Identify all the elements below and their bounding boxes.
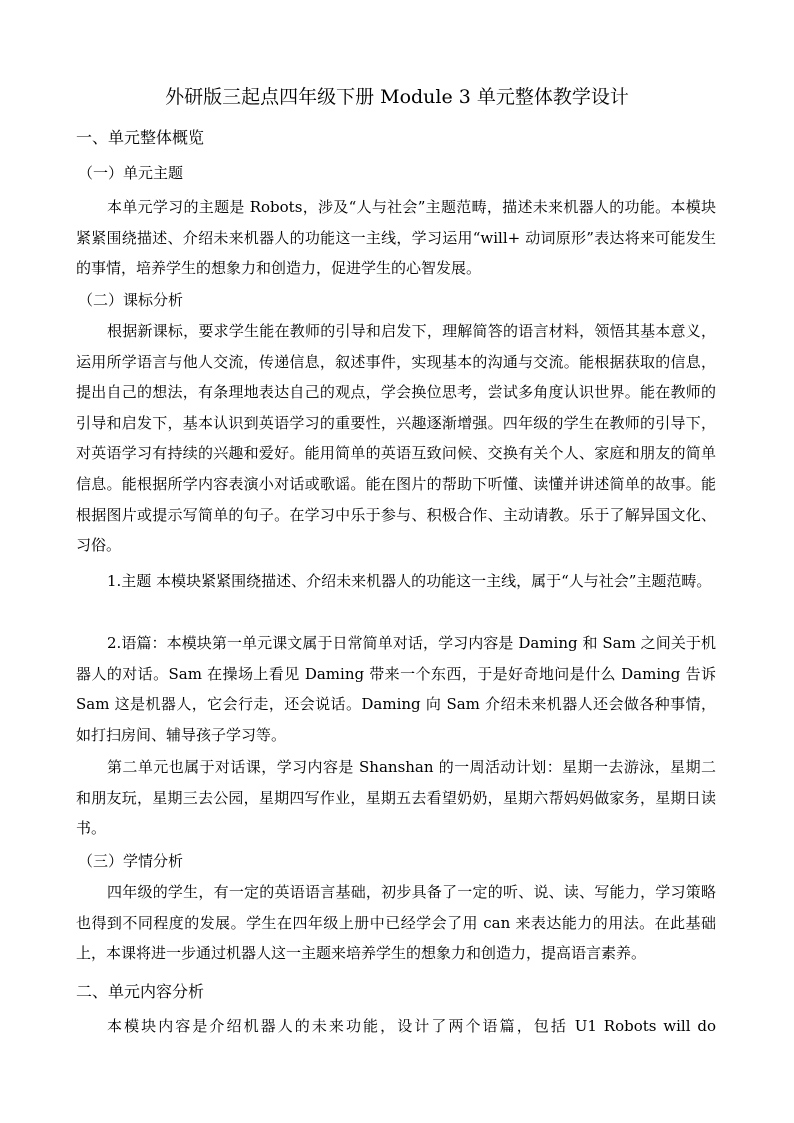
paragraph-point-theme: 1.主题 本模块紧紧围绕描述、介绍未来机器人的功能这一主线，属于“人与社会”主题范畴。 bbox=[107, 572, 712, 590]
document-title: 外研版三起点四年级下册 Module 3 单元整体教学设计 bbox=[165, 86, 629, 108]
paragraph-learners: 四年级的学生，有一定的英语语言基础，初步具备了一定的听、说、读、写能力，学习策略也得到不同程度的发展。学生在四年级上册中已经学会了用 can 来表达能力的用法。在此基础上，本课将进一步通过机器人这一主题来培养学生的想象力和创造力，提高语言素养。 bbox=[76, 883, 716, 963]
section-heading-overview: 一、单元整体概览 bbox=[76, 128, 205, 147]
paragraph-content-analysis: 本模块内容是介绍机器人的未来功能，设计了两个语篇，包括 U1 Robots will do bbox=[107, 1017, 716, 1035]
subsection-heading-theme: （一）单元主题 bbox=[78, 164, 184, 182]
paragraph-theme: 本单元学习的主题是 Robots，涉及“人与社会”主题范畴，描述未来机器人的功能。本模块紧紧围绕描述、介绍未来机器人的功能这一主线，学习运用“will+ 动词原形”表达将来可能发生的事情，培养学生的想象力和创造力，促进学生的心智发展。 bbox=[76, 198, 716, 278]
subsection-heading-curriculum: （二）课标分析 bbox=[78, 291, 184, 309]
paragraph-curriculum: 根据新课标，要求学生能在教师的引导和启发下，理解简答的语言材料，领悟其基本意义，运用所学语言与他人交流，传递信息，叙述事件，实现基本的沟通与交流。能根据获取的信息，提出自己的想法，有条理地表达自己的观点，学会换位思考，尝试多角度认识世界。能在教师的引导和启发下，基本认识到英语学习的重要性，兴趣逐渐增强。四年级的学生在教师的引导下，对英语学习有持续的兴趣和爱好。能用简单的英语互致问候、交换有关个人、家庭和朋友的简单信息。能根据所学内容表演小对话或歌谣。能在图片的帮助下听懂、读懂并讲述简单的故事。能根据图片或提示写简单的句子。在学习中乐于参与、积极合作、主动请教。乐于了解异国文化、习俗。 bbox=[76, 322, 716, 555]
paragraph-unit2: 第二单元也属于对话课，学习内容是 Shanshan 的一周活动计划：星期一去游泳，星期二和朋友玩，星期三去公园，星期四写作业，星期五去看望奶奶，星期六帮妈妈做家务，星期日读书。 bbox=[76, 758, 716, 838]
paragraph-point-discourse: 2.语篇：本模块第一单元课文属于日常简单对话，学习内容是 Daming 和 Sam 之间关于机器人的对话。Sam 在操场上看见 Daming 带来一个东西，于是好奇地问是什么 Daming 告诉 Sam 这是机器人，它会行走，还会说话。Daming 向 Sam 介绍未来机器人还会做各种事情，如打扫房间、辅导孩子学习等。 bbox=[76, 634, 716, 744]
section-heading-content-analysis: 二、单元内容分析 bbox=[76, 982, 205, 1001]
subsection-heading-learners: （三）学情分析 bbox=[78, 852, 184, 870]
